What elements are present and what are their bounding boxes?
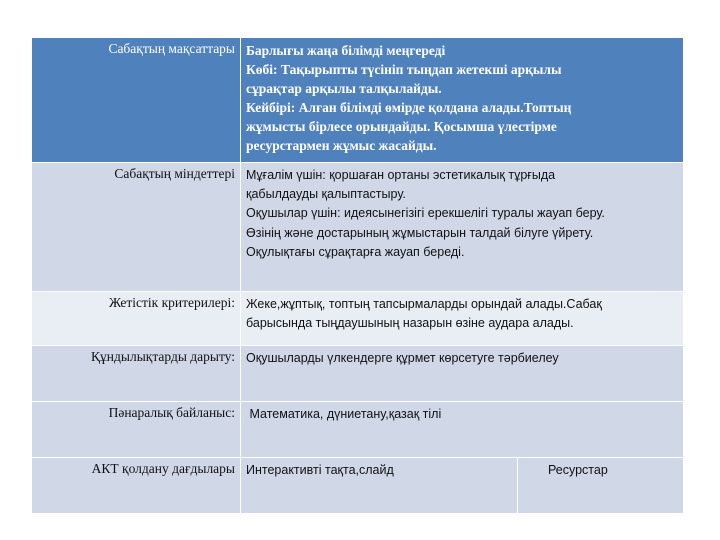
goals-line: Кейбірі: Алған білімді өмірде қолдана алады.Топтың bbox=[246, 100, 572, 115]
criteria-line: барысында тыңдаушының назарын өзіне аудара алады. bbox=[246, 316, 574, 331]
value-success-criteria bbox=[241, 292, 684, 346]
goals-line: ресурстармен жұмыс жасайды. bbox=[246, 138, 437, 153]
value-ict-skills: Интерактивті тақта,слайд bbox=[241, 458, 518, 514]
label-values: Құндылықтарды дарыту: bbox=[32, 346, 241, 402]
tasks-line: Өзінің және достарының жұмыстарын талдай білуге үйрету. bbox=[246, 225, 594, 240]
value-resources: Ресурстар bbox=[518, 458, 684, 514]
tasks-line: қабылдауды қалыптастыру. bbox=[246, 187, 406, 202]
tasks-line: Мұғалім үшін: қоршаған ортаны эстетикалық тұрғыда bbox=[246, 168, 556, 182]
label-interdisciplinary: Пәнаралық байланыс: bbox=[32, 402, 241, 458]
tasks-line: Оқушылар үшін: идеясынегізігі ерекшелігі туралы жауап беру. bbox=[246, 206, 605, 221]
goals-line: сұрақтар арқылы талқылайды. bbox=[246, 81, 442, 96]
label-lesson-goals: Сабақтың мақсаттары bbox=[32, 38, 241, 163]
goals-line: Барлығы жаңа білімді меңгереді bbox=[246, 43, 446, 58]
value-interdisciplinary bbox=[241, 402, 684, 458]
goals-line: жұмысты бірлесе орындайды. Қосымша үлестірме bbox=[246, 119, 557, 134]
label-lesson-tasks: Сабақтың міндеттері bbox=[32, 163, 241, 292]
values-line: Оқушыларды үлкендерге құрмет көрсетуге тәрбиелеу bbox=[246, 351, 559, 365]
lesson-plan-table bbox=[31, 37, 684, 514]
row-lesson-tasks bbox=[32, 163, 684, 292]
row-success-criteria bbox=[32, 292, 684, 346]
criteria-line: Жеке,жұптық, топтың тапсырмаларды орындай алады.Сабақ bbox=[246, 297, 602, 311]
label-ict-skills: АКТ қолдану дағдылары bbox=[32, 458, 241, 514]
value-values bbox=[241, 346, 684, 402]
row-interdisciplinary bbox=[32, 402, 684, 458]
row-ict-skills bbox=[32, 458, 684, 514]
row-lesson-goals bbox=[32, 38, 684, 163]
tasks-line: Оқулықтағы сұрақтарға жауап береді. bbox=[246, 244, 465, 259]
row-values bbox=[32, 346, 684, 402]
goals-line: Көбі: Тақырыпты түсініп тыңдап жетекші арқылы bbox=[246, 62, 562, 77]
value-lesson-goals bbox=[241, 38, 684, 163]
label-success-criteria: Жетістік критерилері: bbox=[32, 292, 241, 346]
interdisciplinary-line: Математика, дүниетану,қазақ тілі bbox=[246, 407, 442, 421]
value-lesson-tasks bbox=[241, 163, 684, 292]
